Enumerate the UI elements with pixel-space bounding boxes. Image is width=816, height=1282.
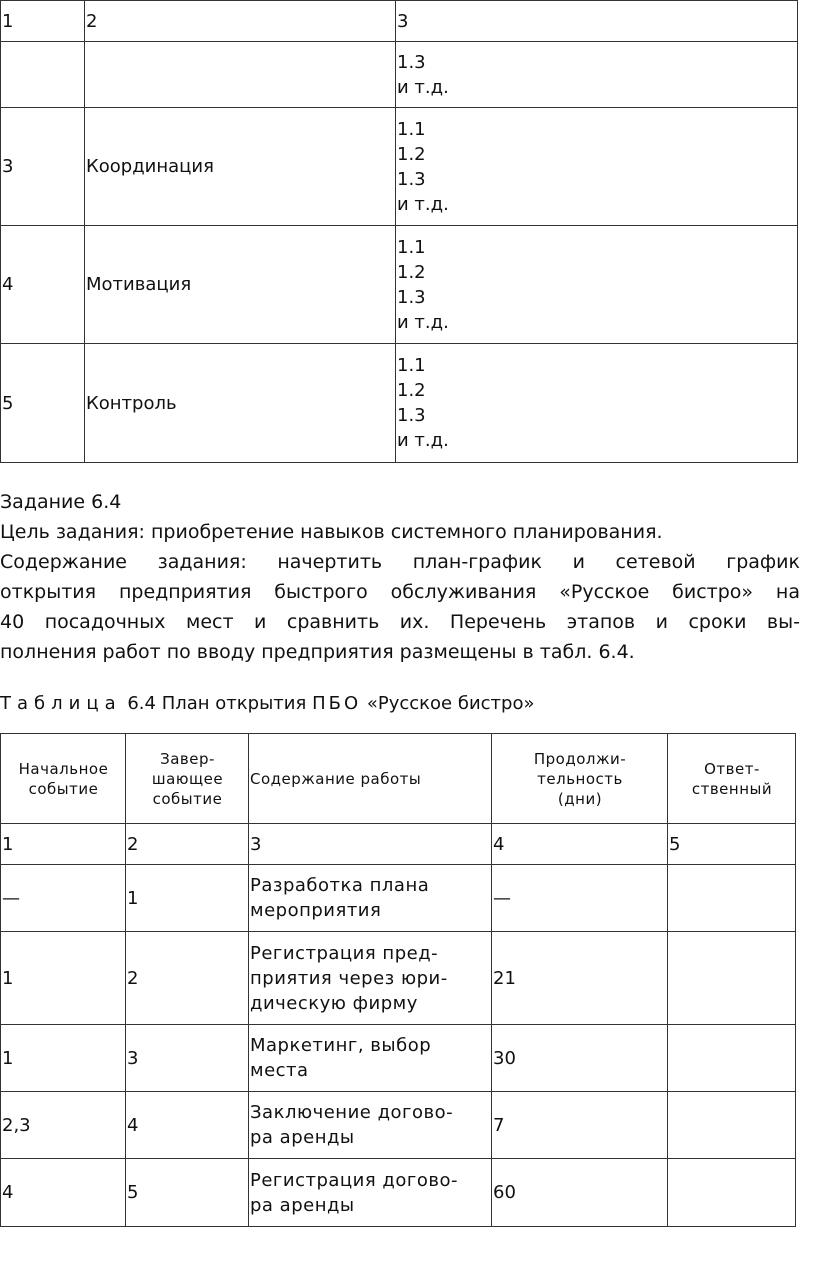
list-item: и т.д. — [397, 311, 449, 333]
duration: 7 — [492, 1092, 668, 1159]
table-caption — [0, 693, 534, 714]
responsible — [668, 932, 796, 1025]
task-content-line: полнения работ по вводу предприятия размещены в табл. 6.4. — [0, 641, 635, 663]
work-content: Маркетинг, выбор места — [249, 1025, 492, 1092]
task-content-line: Содержание задания: начертить план-график и сетевой график — [0, 551, 800, 573]
duration: 30 — [492, 1025, 668, 1092]
header-end-event: Завер- шающее событие — [126, 734, 249, 824]
work-content: Разработка плана мероприятия — [249, 865, 492, 932]
row-items — [396, 108, 798, 226]
table-header-row — [1, 734, 796, 824]
task-content-line: 40 посадочных мест и сравнить их. Перечень этапов и сроки вы- — [0, 611, 800, 633]
end-event: 1 — [126, 865, 249, 932]
column-number: 2 — [85, 1, 396, 42]
header-start-event: Начальное событие — [1, 734, 126, 824]
responsible — [668, 1025, 796, 1092]
row-number: 4 — [1, 226, 85, 344]
work-content: Регистрация пред- приятия через юри- дическую фирму — [249, 932, 492, 1025]
duration: 21 — [492, 932, 668, 1025]
header-duration: Продолжи- тельность (дни) — [492, 734, 668, 824]
responsible — [668, 1159, 796, 1227]
list-item: 1.1 — [397, 118, 426, 140]
caption-word: Таблица — [0, 693, 122, 714]
task-title: Задание 6.4 — [0, 491, 122, 513]
list-item: 1.1 — [397, 355, 426, 376]
list-item: и т.д. — [397, 193, 449, 215]
row-number: 5 — [1, 344, 85, 463]
work-content: Заключение догово- ра аренды — [249, 1092, 492, 1159]
start-event: 1 — [1, 1025, 126, 1092]
table-row — [1, 344, 798, 463]
task-goal: Цель задания: приобретение навыков системного планирования. — [0, 521, 663, 543]
column-number: 2 — [126, 824, 249, 865]
start-event: 1 — [1, 932, 126, 1025]
table-row — [1, 932, 796, 1025]
numbering-row — [1, 824, 796, 865]
row-function: Контроль — [85, 344, 396, 463]
start-event: 2,3 — [1, 1092, 126, 1159]
end-event: 4 — [126, 1092, 249, 1159]
row-items — [396, 42, 798, 108]
table-row — [1, 1025, 796, 1092]
row-items — [396, 226, 798, 344]
row-number: 3 — [1, 108, 85, 226]
list-item: 1.2 — [397, 143, 426, 165]
column-number: 3 — [249, 824, 492, 865]
stages-table — [0, 0, 798, 463]
list-item: 1.3 — [397, 168, 426, 190]
list-item: 1.2 — [397, 380, 426, 401]
table-row — [1, 108, 798, 226]
duration: 60 — [492, 1159, 668, 1227]
responsible — [668, 1092, 796, 1159]
end-event: 3 — [126, 1025, 249, 1092]
table-header-row — [1, 1, 798, 42]
table-row — [1, 1159, 796, 1227]
caption-abbr: ПБО — [312, 693, 362, 714]
column-number: 5 — [668, 824, 796, 865]
table-row — [1, 226, 798, 344]
table-row — [1, 1092, 796, 1159]
header-work-content: Содержание работы — [249, 734, 492, 824]
caption-name: «Русское бистро» — [366, 693, 535, 714]
list-item: и т.д. — [397, 76, 449, 98]
column-number: 1 — [1, 1, 85, 42]
duration: — — [492, 865, 668, 932]
row-number — [1, 42, 85, 108]
column-number: 1 — [1, 824, 126, 865]
list-item: 1.1 — [397, 236, 426, 258]
row-items — [396, 344, 798, 463]
start-event: — — [1, 865, 126, 932]
work-content: Регистрация догово- ра аренды — [249, 1159, 492, 1227]
end-event: 5 — [126, 1159, 249, 1227]
table-row — [1, 865, 796, 932]
list-item: 1.3 — [397, 286, 426, 308]
list-item: и т.д. — [397, 430, 449, 451]
table-row — [1, 42, 798, 108]
list-item: 1.3 — [397, 405, 426, 426]
header-responsible: Ответ- ственный — [668, 734, 796, 824]
column-number: 3 — [396, 1, 798, 42]
list-item: 1.3 — [397, 51, 426, 73]
caption-number: 6.4 — [127, 693, 156, 714]
start-event: 4 — [1, 1159, 126, 1227]
end-event: 2 — [126, 932, 249, 1025]
caption-title: План открытия — [161, 693, 307, 714]
row-function: Мотивация — [85, 226, 396, 344]
row-function — [85, 42, 396, 108]
list-item: 1.2 — [397, 261, 426, 283]
responsible — [668, 865, 796, 932]
task-content-line: открытия предприятия быстрого обслуживания «Русское бистро» на — [0, 581, 800, 603]
row-function: Координация — [85, 108, 396, 226]
plan-table — [0, 733, 796, 1227]
column-number: 4 — [492, 824, 668, 865]
